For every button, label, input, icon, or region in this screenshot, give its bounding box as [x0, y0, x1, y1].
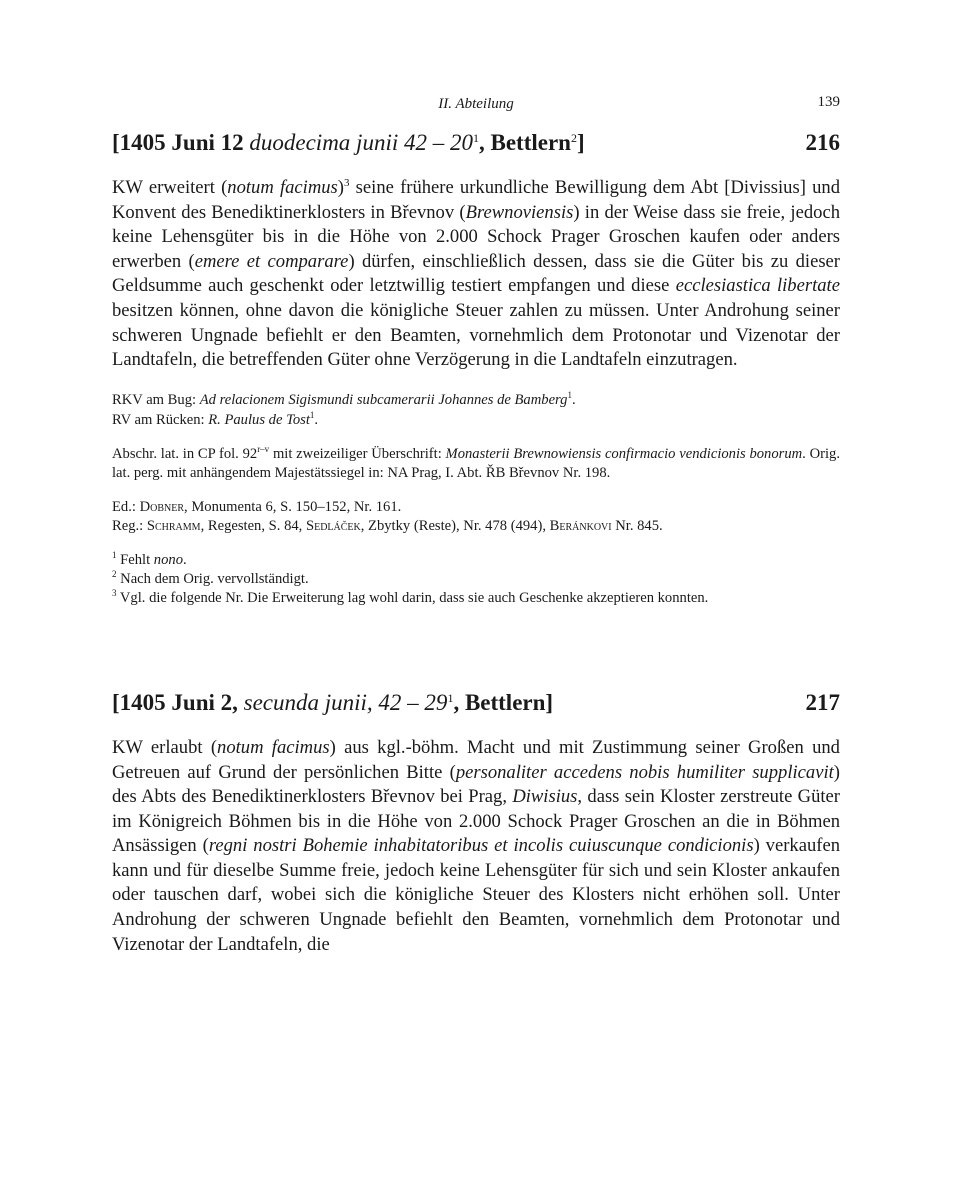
heading-bracket: ]: [576, 130, 585, 155]
latin-quote: Monasterii Brewnowiensis confirmacio vendicionis bonorum: [445, 445, 803, 462]
text-run: ) in der Weise dass sie freie, jedoch keine Lehensgüter bis in die Höhe von 2.000 Schock Prager Groschen kaufen oder anders erwerben (: [112, 201, 840, 272]
text-run: KW erlaubt (: [112, 736, 218, 758]
text-run: ) dürfen, einschließlich dessen, dass sie die Güter bis zu dieser Geldsumme auch geschenkt oder letztwillig testiert empfangen und diese: [112, 250, 840, 297]
transmission-note: [112, 445, 840, 484]
heading-date: [1405 Juni 12: [112, 130, 250, 155]
text-run: Reg.:: [112, 518, 147, 535]
text-run: Nach dem Orig. vervollständigt.: [116, 570, 309, 587]
entry-date-heading: [112, 128, 585, 158]
heading-place: , Bettlern]: [453, 689, 554, 715]
footnote-ref: 1: [447, 690, 454, 705]
text-run: RV am Rücken:: [112, 411, 209, 428]
latin-quote: ecclesiastica libertate: [675, 275, 840, 297]
text-run: Ed.:: [112, 498, 140, 515]
latin-quote: emere et comparare: [194, 250, 349, 272]
text-run: Vgl. die folgende Nr. Die Erweiterung lag wohl darin, dass sie auch Geschenke akzeptieren konnten.: [116, 589, 709, 606]
author-name: Sedláček: [305, 518, 361, 535]
entry-number: 216: [805, 130, 840, 155]
regest-text: [112, 176, 840, 373]
footnote-number: 3: [112, 587, 117, 598]
author-name: Dobner: [139, 498, 185, 515]
text-run: .: [182, 551, 187, 568]
latin-quote: regni nostri Bohemie inhabitatoribus et incolis cuiuscunque condicionis: [208, 835, 754, 857]
text-run: Fehlt: [116, 551, 154, 568]
entry-number: 217: [805, 689, 840, 715]
text-run: , Zbytky (Reste), Nr. 478 (494),: [360, 518, 550, 535]
regest-text: [112, 736, 840, 957]
footnote-ref: 2: [570, 131, 577, 145]
text-run: ) verkaufen kann und für dieselbe Summe freie, jedoch keine Lehensgüter für sich und sein Kloster ankaufen oder tauschen darf, wobei sich die königliche Steuer des Klosters nicht erhöhen soll. Unter Androhung der schweren Ungnade befiehlt den Beamten, vornehmlich dem Protonotar und Vizenotar der Landtafeln, die: [112, 835, 840, 955]
running-title: II. Abteilung: [438, 96, 514, 112]
author-name: Schramm: [146, 518, 201, 535]
text-run: , Monumenta 6, S. 150–152, Nr. 161.: [184, 498, 402, 515]
text-run: ): [337, 177, 344, 198]
rkv-note: [112, 391, 840, 411]
edition-line: [112, 498, 840, 518]
heading-latin-date: duodecima junii 42 – 20: [249, 130, 473, 155]
folio-sup: r–v: [257, 443, 270, 454]
text-run: besitzen können, ohne davon die königliche Steuer zahlen zu müssen. Unter Androhung seiner schweren Ungnade befiehlt er den Beamten, vornehmlich dem Protonotar und Vizenotar der Landtafeln, die betreffenden Güter ohne Verzögerung in die Landtafeln einzutragen.: [112, 299, 840, 371]
entry-date-heading: [112, 688, 553, 718]
footnote-1: [112, 551, 840, 570]
footnote-ref: 1: [567, 390, 572, 401]
text-run: ) aus kgl.-böhm. Macht und mit Zustimmung seiner Großen und Getreuen auf Grund der persönlichen Bitte (: [112, 736, 840, 783]
text-run: , dass sein Kloster zerstreute Güter im Königreich Böhmen bis in die Höhe von 2.000 Schock Prager Groschen an die in Böhmen Ansässigen (: [112, 786, 840, 857]
footnote-number: 2: [112, 568, 117, 579]
text-run: seine frühere urkundliche Bewilligung dem Abt [Divissius] und Konvent des Benediktinerklosters in Břevnov (: [112, 177, 840, 223]
latin-quote: Diwisius: [512, 786, 578, 808]
latin-quote: notum facimus: [217, 736, 330, 758]
literature-note: [112, 498, 840, 537]
entry-heading-216: [112, 128, 840, 158]
latin-quote: Brewnoviensis: [465, 201, 574, 223]
text-run: KW erweitert (: [112, 177, 228, 198]
text-run: mit zweizeiliger Überschrift:: [269, 445, 446, 462]
footnote-ref: 3: [344, 177, 350, 189]
document-page: [112, 88, 840, 976]
footnote-ref: 1: [472, 131, 479, 145]
text-run: ) des Abts des Benediktinerklosters Břevnov bei Prag,: [112, 761, 840, 808]
text-run: , Regesten, S. 84,: [200, 518, 306, 535]
rv-note: [112, 411, 840, 431]
latin-quote: Ad relacionem Sigismundi subcamerarii Johannes de Bamberg: [199, 392, 568, 409]
latin-quote: personaliter accedens nobis humiliter supplicavit: [455, 761, 834, 783]
entry-heading-217: [112, 688, 840, 718]
footnote-ref: 1: [309, 409, 315, 420]
author-name: Beránkovi: [549, 518, 612, 535]
footnote-3: [112, 589, 840, 608]
text-run: . Orig. lat. perg. mit anhängendem Majestätssiegel in: NA Prag, I. Abt. ŘB Břevnov Nr. 198.: [112, 445, 840, 482]
running-head: [112, 88, 840, 118]
text-run: Abschr. lat. in CP fol. 92: [112, 445, 258, 462]
heading-place: , Bettlern: [478, 130, 571, 155]
footnote-number: 1: [112, 549, 117, 560]
latin-quote: nono: [153, 551, 183, 568]
footnote-2: [112, 570, 840, 589]
heading-latin-date: secunda junii, 42 – 29: [243, 689, 448, 715]
footnotes: [112, 551, 840, 608]
text-run: .: [314, 411, 319, 428]
text-run: Nr. 845.: [611, 518, 663, 535]
text-run: .: [571, 392, 576, 409]
heading-date: [1405 Juni 2,: [112, 689, 244, 715]
page-number: 139: [817, 94, 840, 110]
entry-217: [112, 688, 840, 957]
chancery-notes: [112, 391, 840, 430]
text-run: RKV am Bug:: [112, 392, 200, 409]
regest-line: [112, 517, 840, 537]
latin-quote: R. Paulus de Tost: [208, 411, 310, 428]
latin-quote: notum facimus: [227, 177, 338, 198]
